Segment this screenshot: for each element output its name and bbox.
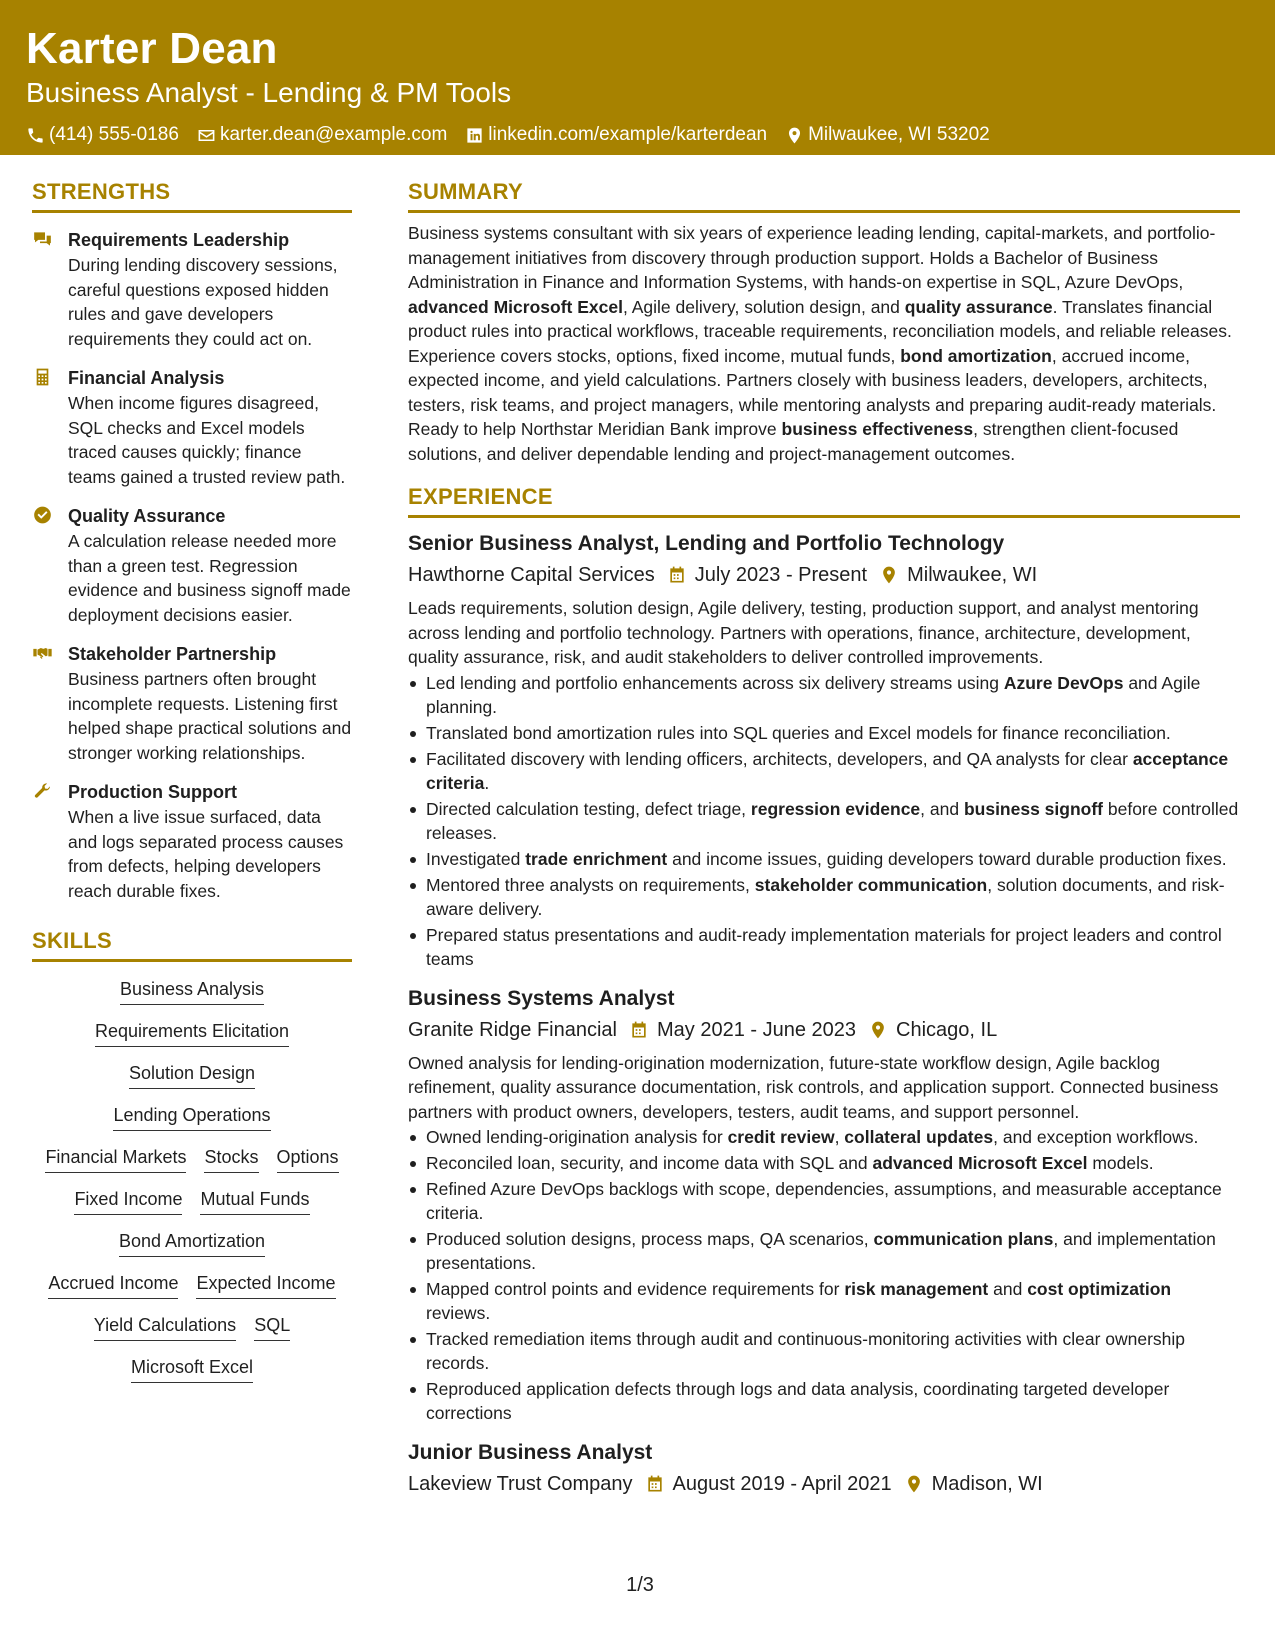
job-bullet: [408, 1227, 1240, 1275]
bullet-segment: Produced solution designs, process maps, QA scenarios,: [426, 1229, 874, 1249]
job-dates: August 2019 - April 2021: [672, 1473, 892, 1495]
linkedin-icon: [465, 126, 484, 145]
location-icon: [904, 1474, 924, 1494]
skill-tag: Financial Markets: [45, 1146, 186, 1173]
bullet-segment: , and implementation presentations.: [426, 1229, 1216, 1273]
calculator-icon: [32, 367, 53, 387]
wrench-icon: [32, 781, 53, 801]
job-bullet: [408, 1377, 1240, 1425]
summary-keyword: bond amortization: [900, 345, 1052, 366]
strength-item: [32, 780, 352, 903]
bullet-segment: Tracked remediation items through audit and continuous-monitoring activities with clear ownership records.: [426, 1329, 1186, 1373]
job-bullet: [408, 747, 1240, 795]
strength-item: [32, 366, 352, 489]
bullet-segment: credit review: [727, 1127, 835, 1147]
bullet-segment: and: [988, 1279, 1028, 1299]
calendar-icon: [667, 565, 687, 585]
skill-tag: Accrued Income: [48, 1272, 178, 1299]
bullet-segment: .: [484, 772, 490, 793]
skill-tag: Bond Amortization: [119, 1230, 265, 1257]
skill-tag: Business Analysis: [120, 978, 264, 1005]
summary-segment: , Agile delivery, solution design, and: [622, 296, 905, 317]
bullet-segment: before controlled releases.: [426, 798, 1239, 843]
job-title: Junior Business Analyst: [408, 1441, 653, 1464]
candidate-title: Business Analyst - Lending & PM Tools: [26, 77, 512, 108]
page-number: 1/3: [626, 1574, 654, 1596]
bullet-segment: cost optimization: [1027, 1279, 1172, 1299]
job-bullet: [408, 1277, 1240, 1325]
bullet-segment: Investigated: [426, 848, 526, 869]
phone-icon: [26, 126, 45, 145]
experience-list: [408, 530, 1240, 1497]
bullet-segment: regression evidence: [750, 798, 921, 819]
job-entry: [408, 985, 1240, 1426]
skill-tag: SQL: [254, 1314, 290, 1341]
job-company: Hawthorne Capital Services: [408, 564, 655, 586]
bullet-segment: and Agile planning.: [426, 672, 1201, 717]
candidate-name: Karter Dean: [26, 24, 278, 73]
bullet-segment: Facilitated discovery with lending officers, architects, developers, and QA analysts for clear: [426, 748, 1133, 769]
skills-list: [32, 978, 352, 1398]
bullet-segment: collateral updates: [844, 1127, 994, 1147]
job-bullet: [408, 1327, 1240, 1375]
contact-phone-text: (414) 555-0186: [49, 124, 179, 145]
bullet-segment: acceptance criteria: [426, 748, 1229, 793]
email-icon: [197, 126, 216, 145]
strength-item: [32, 642, 352, 765]
location-icon: [879, 565, 899, 585]
job-location: Milwaukee, WI: [907, 564, 1038, 586]
bullet-segment: business signoff: [963, 798, 1103, 819]
job-bullets: [408, 671, 1240, 971]
summary-segment: Business systems consultant with six years of experience leading lending, capital-markets, and portfolio-management initiatives from discovery through production support. Holds a Bachelor of Business Administration in Finance and Information Systems, with hands-on expertise in SQL, Azure DevOps,: [408, 223, 1216, 292]
bullet-segment: trade enrichment: [525, 848, 668, 869]
contact-linkedin-text: linkedin.com/example/karterdean: [488, 124, 768, 145]
job-meta: [408, 562, 1240, 588]
job-bullet: [408, 1125, 1240, 1149]
summary-segment: , accrued income, expected income, and yield calculations. Partners closely with business leaders, developers, architects, testers, risk teams, and project managers, while mentoring analysts and preparing audit-ready materials. Ready to help Northstar Meridian Bank improve: [408, 345, 1217, 439]
job-meta: [408, 1471, 1240, 1497]
contact-location-text: Milwaukee, WI 53202: [808, 124, 990, 145]
bullet-segment: , and exception workflows.: [993, 1127, 1199, 1147]
calendar-icon: [629, 1020, 649, 1040]
strength-title: Quality Assurance: [68, 506, 226, 526]
strength-title: Stakeholder Partnership: [68, 644, 277, 664]
strength-item: [32, 228, 352, 351]
right-column: [408, 178, 1240, 1497]
summary-keyword: quality assurance: [904, 296, 1053, 317]
bullet-segment: Prepared status presentations and audit-ready implementation materials for project leaders and control teams: [426, 924, 1222, 969]
job-entry: [408, 530, 1240, 971]
job-dates: May 2021 - June 2023: [657, 1018, 857, 1041]
bullet-segment: Directed calculation testing, defect triage,: [426, 798, 751, 819]
contact-linkedin[interactable]: [465, 124, 767, 146]
strength-description: Business partners often brought incomplete requests. Listening first helped shape practical solutions and stronger working relationships.: [68, 669, 352, 763]
strength-title: Financial Analysis: [68, 368, 225, 388]
contact-email-text: karter.dean@example.com: [219, 124, 448, 145]
job-description: Owned analysis for lending-origination modernization, future-state workflow design, Agile backlog refinement, quality assurance documentation, risk controls, and application support. Connected business partners with product owners, developers, testers, audit teams, and support personnel.: [408, 1052, 1219, 1122]
job-bullet: [408, 1177, 1240, 1225]
summary-segment: , strengthen client-focused solutions, and deliver dependable lending and project-management outcomes.: [408, 419, 1179, 464]
check-circle-icon: [32, 505, 53, 525]
bullet-segment: Mentored three analysts on requirements,: [426, 874, 755, 895]
resume-header: [0, 0, 1275, 155]
skills-heading: SKILLS: [32, 927, 352, 962]
skill-tag: Expected Income: [196, 1272, 335, 1299]
summary-heading: SUMMARY: [408, 178, 1240, 213]
bullet-segment: Reproduced application defects through logs and data analysis, coordinating targeted developer corrections: [426, 1379, 1170, 1423]
job-bullet: [408, 847, 1240, 871]
bullet-segment: Reconciled loan, security, and income data with SQL and: [426, 1153, 873, 1173]
skill-tag: Microsoft Excel: [131, 1356, 253, 1383]
contact-email[interactable]: [197, 124, 447, 146]
strength-description: When income figures disagreed, SQL checks and Excel models traced causes quickly; finance teams gained a trusted review path.: [68, 393, 346, 487]
bullet-segment: risk management: [844, 1279, 989, 1299]
job-entry: [408, 1439, 1240, 1497]
strength-description: When a live issue surfaced, data and logs separated process causes from defects, helping developers reach durable fixes.: [68, 807, 344, 901]
job-title: Senior Business Analyst, Lending and Portfolio Technology: [408, 532, 1005, 555]
bullet-segment: Azure DevOps: [1003, 672, 1124, 693]
summary-keyword: advanced Microsoft Excel: [408, 296, 623, 317]
job-title: Business Systems Analyst: [408, 986, 675, 1010]
job-bullet: [408, 873, 1240, 921]
job-company: Lakeview Trust Company: [408, 1473, 633, 1495]
bullet-segment: Translated bond amortization rules into SQL queries and Excel models for finance reconciliation.: [426, 722, 1171, 743]
skill-tag: Options: [277, 1146, 339, 1173]
skill-tag: Fixed Income: [74, 1188, 182, 1215]
summary-keyword: business effectiveness: [781, 419, 974, 439]
strength-title: Requirements Leadership: [68, 230, 290, 250]
strength-title: Production Support: [68, 782, 237, 802]
strength-description: A calculation release needed more than a green test. Regression evidence and business signoff made deployment decisions easier.: [68, 531, 351, 625]
job-bullet: [408, 1151, 1240, 1175]
bullet-segment: Owned lending-origination analysis for: [426, 1127, 728, 1147]
job-location: Chicago, IL: [896, 1018, 998, 1041]
bullet-segment: , solution documents, and risk-aware delivery.: [426, 874, 1225, 919]
job-description: Leads requirements, solution design, Agile delivery, testing, production support, and analyst mentoring across lending and portfolio technology. Partners with operations, finance, architecture, development, quality assurance, risk, and audit stakeholders to deliver controlled improvements.: [408, 598, 1199, 667]
contact-bar: [26, 124, 1249, 146]
location-icon: [868, 1020, 888, 1040]
skill-tag: Mutual Funds: [200, 1188, 309, 1215]
calendar-icon: [645, 1474, 665, 1494]
bullet-segment: models.: [1087, 1153, 1154, 1173]
skill-tag: Yield Calculations: [94, 1314, 236, 1341]
job-location: Madison, WI: [931, 1473, 1043, 1495]
bullet-segment: Refined Azure DevOps backlogs with scope, dependencies, assumptions, and measurable acceptance criteria.: [426, 1179, 1222, 1223]
skill-tag: Stocks: [204, 1146, 258, 1173]
location-icon: [785, 126, 804, 145]
job-dates: July 2023 - Present: [694, 564, 868, 586]
experience-heading: EXPERIENCE: [408, 483, 1240, 518]
job-bullet: [408, 923, 1240, 971]
bullet-segment: , and: [920, 798, 964, 819]
job-bullet: [408, 721, 1240, 745]
strength-item: [32, 504, 352, 627]
skill-tag: Solution Design: [129, 1062, 255, 1089]
job-company: Granite Ridge Financial: [408, 1018, 617, 1041]
bullet-segment: communication plans: [873, 1229, 1054, 1249]
comments-icon: [32, 229, 53, 249]
contact-phone[interactable]: [26, 124, 179, 146]
job-bullets: [408, 1125, 1240, 1425]
skill-tag: Requirements Elicitation: [95, 1020, 289, 1047]
bullet-segment: Mapped control points and evidence requirements for: [426, 1279, 845, 1299]
summary-segment: . Translates financial product rules into practical workflows, traceable requirements, reconciliation models, and reliable releases. Experience covers stocks, options, fixed income, mutual funds,: [408, 296, 1232, 366]
bullet-segment: reviews.: [426, 1303, 491, 1323]
bullet-segment: and income issues, guiding developers toward durable production fixes.: [667, 848, 1227, 869]
strengths-heading: STRENGTHS: [32, 178, 352, 213]
bullet-segment: Led lending and portfolio enhancements across six delivery streams using: [426, 672, 1004, 693]
left-column: [32, 178, 352, 1398]
handshake-icon: [32, 643, 53, 663]
bullet-segment: advanced Microsoft Excel: [872, 1153, 1088, 1173]
contact-location: [785, 124, 990, 146]
bullet-segment: stakeholder communication: [754, 874, 988, 895]
skill-tag: Lending Operations: [113, 1104, 270, 1131]
strength-description: During lending discovery sessions, careful questions exposed hidden rules and gave developers requirements they could act on.: [68, 255, 338, 349]
summary-text: [408, 221, 1240, 466]
bullet-segment: ,: [834, 1127, 845, 1147]
job-meta: [408, 1017, 1240, 1043]
job-bullet: [408, 671, 1240, 719]
job-bullet: [408, 797, 1240, 845]
